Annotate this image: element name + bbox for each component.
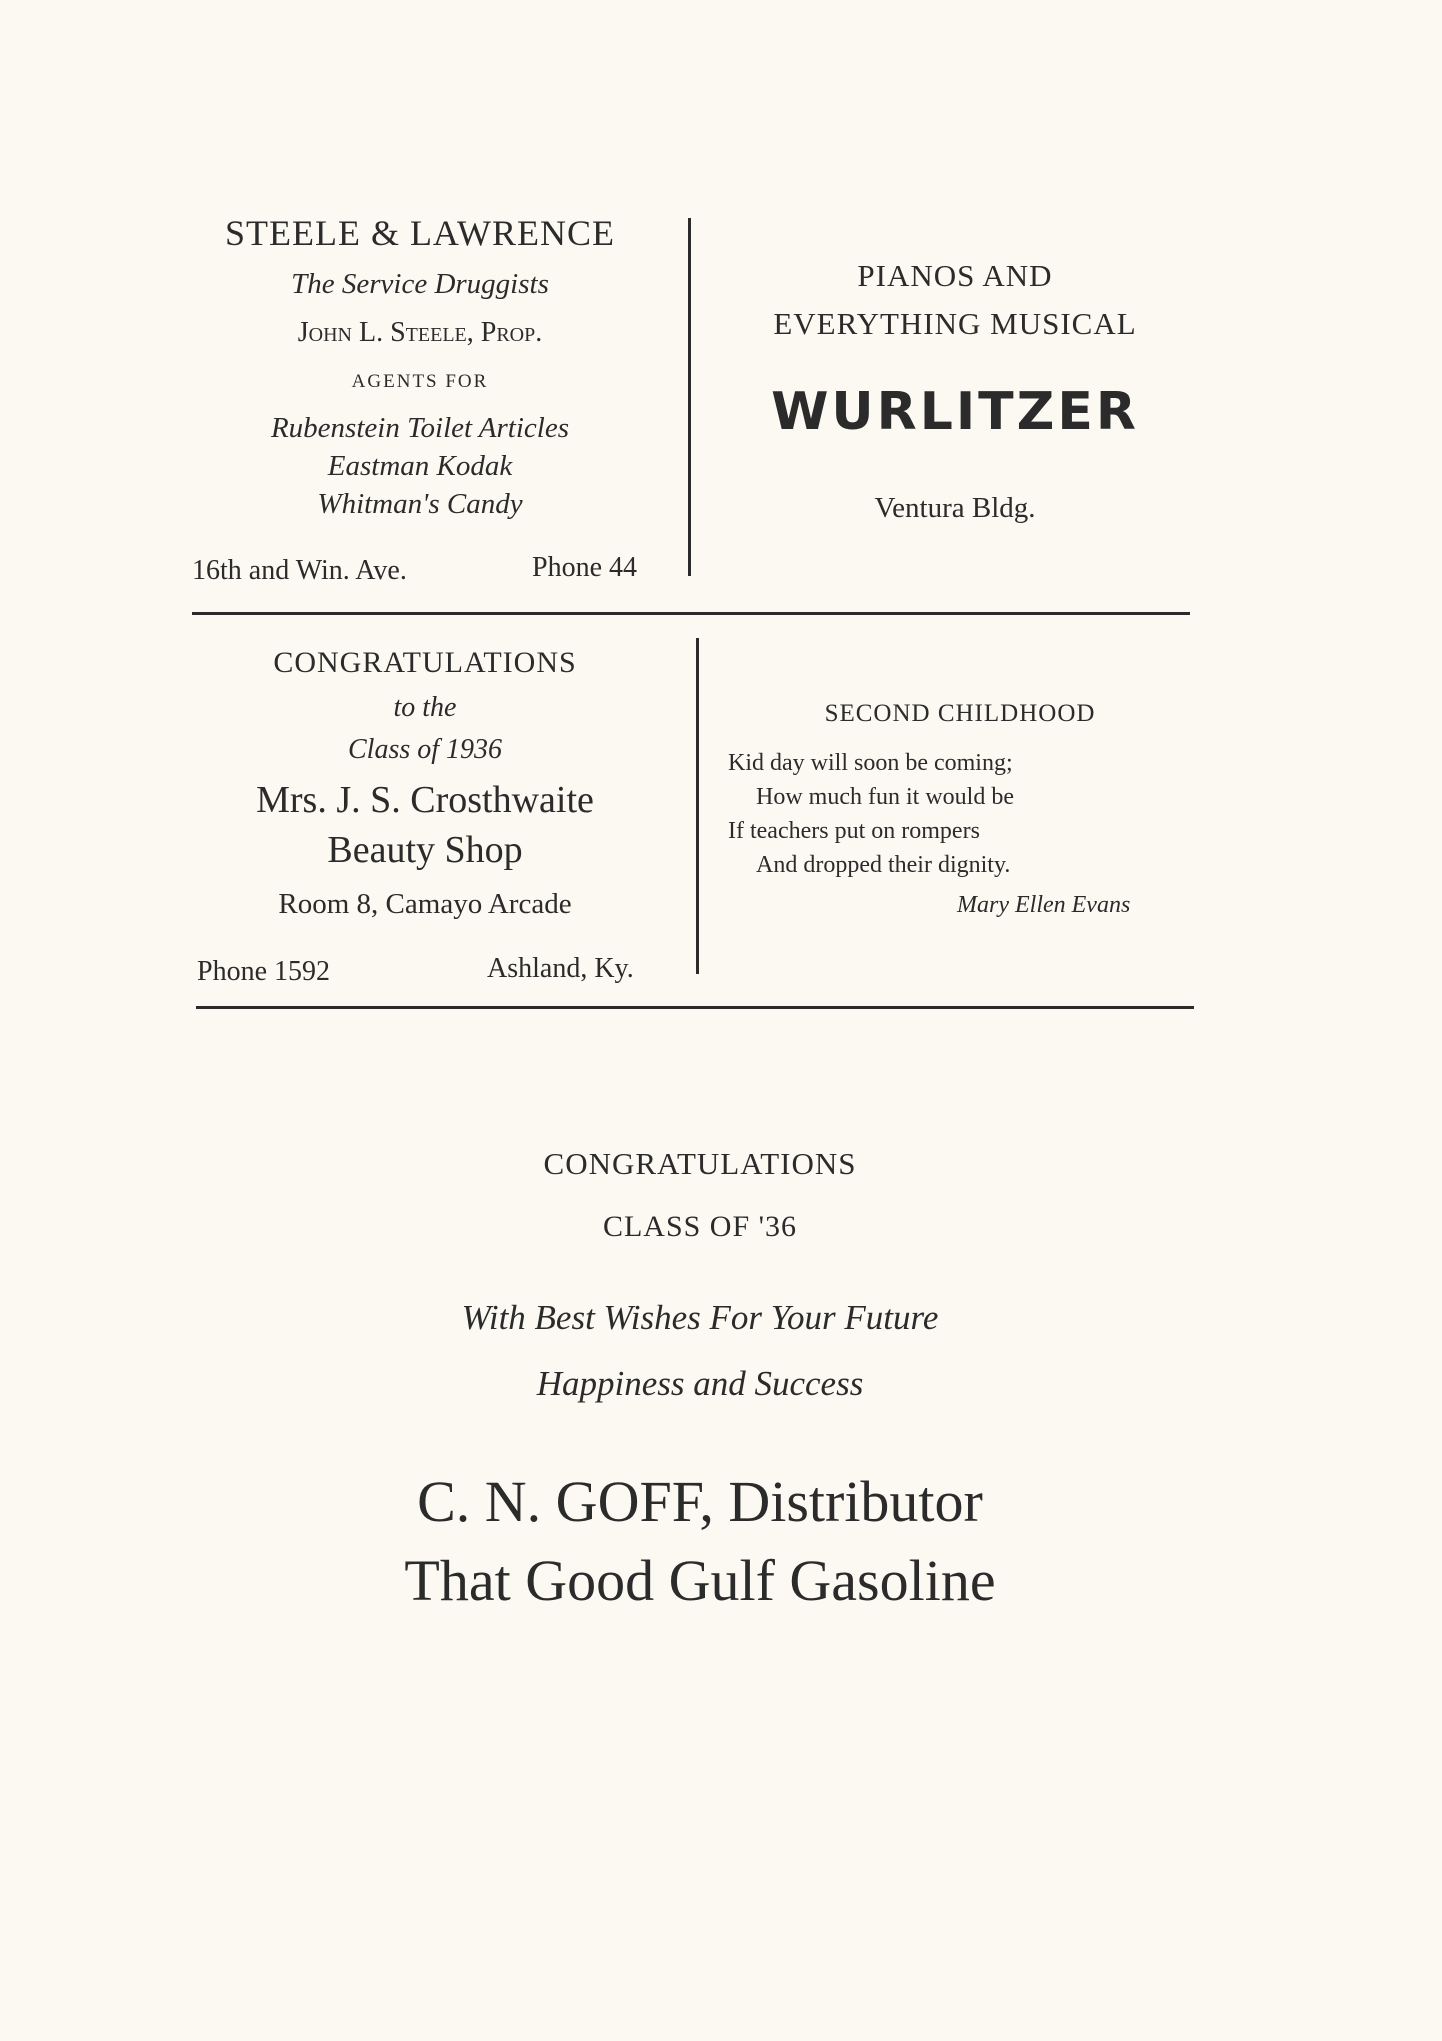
wurlitzer-line1: PIANOS AND	[857, 258, 1053, 293]
horizontal-divider-1	[192, 612, 1190, 615]
poem-line: And dropped their dignity.	[756, 852, 1011, 878]
horizontal-divider-2	[196, 1006, 1194, 1009]
steele-agent-item: Eastman Kodak	[327, 450, 513, 482]
beauty-city: Ashland, Ky.	[487, 953, 634, 984]
goff-tagline: That Good Gulf Gasoline	[404, 1548, 996, 1613]
goff-ad	[200, 1146, 1200, 1614]
steele-address: 16th and Win. Ave.	[192, 555, 407, 586]
steele-agents-label: AGENTS FOR	[351, 371, 489, 392]
beauty-owner-name: Mrs. J. S. Crosthwaite	[256, 779, 594, 821]
beauty-class-year: Class of 1936	[347, 734, 503, 765]
steele-agent-item: Rubenstein Toilet Articles	[270, 412, 570, 444]
poem-author: Mary Ellen Evans	[957, 892, 1131, 918]
wurlitzer-logo: WURLITZER	[771, 382, 1139, 442]
steele-phone: Phone 44	[532, 552, 637, 583]
steele-title: STEELE & LAWRENCE	[224, 213, 616, 253]
goff-name: C. N. GOFF, Distributor	[417, 1469, 983, 1534]
steele-proprietor: John L. Steele, Prop.	[297, 317, 543, 348]
goff-wish-line1: With Best Wishes For Your Future	[461, 1298, 939, 1337]
beauty-phone: Phone 1592	[197, 956, 330, 987]
poem-line: If teachers put on rompers	[728, 818, 980, 844]
wurlitzer-line2: EVERYTHING MUSICAL	[773, 306, 1137, 341]
beauty-address: Room 8, Camayo Arcade	[278, 888, 572, 920]
steele-ad	[190, 212, 650, 523]
beauty-business-name: Beauty Shop	[327, 829, 523, 871]
poem-title: SECOND CHILDHOOD	[824, 700, 1096, 727]
steele-subtitle: The Service Druggists	[291, 268, 549, 300]
steele-agents-list	[190, 409, 650, 523]
vertical-divider-top	[688, 218, 691, 576]
poem-line: How much fun it would be	[756, 784, 1014, 810]
poem-line: Kid day will soon be coming;	[728, 750, 1013, 776]
poem-body	[728, 746, 1014, 882]
goff-class: CLASS OF '36	[602, 1210, 798, 1243]
steele-agent-item: Whitman's Candy	[317, 488, 523, 520]
beauty-ad	[195, 646, 655, 921]
beauty-to-the: to the	[393, 692, 457, 723]
goff-wish-line2: Happiness and Success	[536, 1364, 864, 1403]
wurlitzer-address: Ventura Bldg.	[874, 492, 1036, 524]
beauty-congratulations: CONGRATULATIONS	[273, 646, 577, 679]
goff-congratulations: CONGRATULATIONS	[543, 1146, 857, 1181]
wurlitzer-ad	[720, 258, 1190, 525]
vertical-divider-middle	[696, 638, 699, 974]
